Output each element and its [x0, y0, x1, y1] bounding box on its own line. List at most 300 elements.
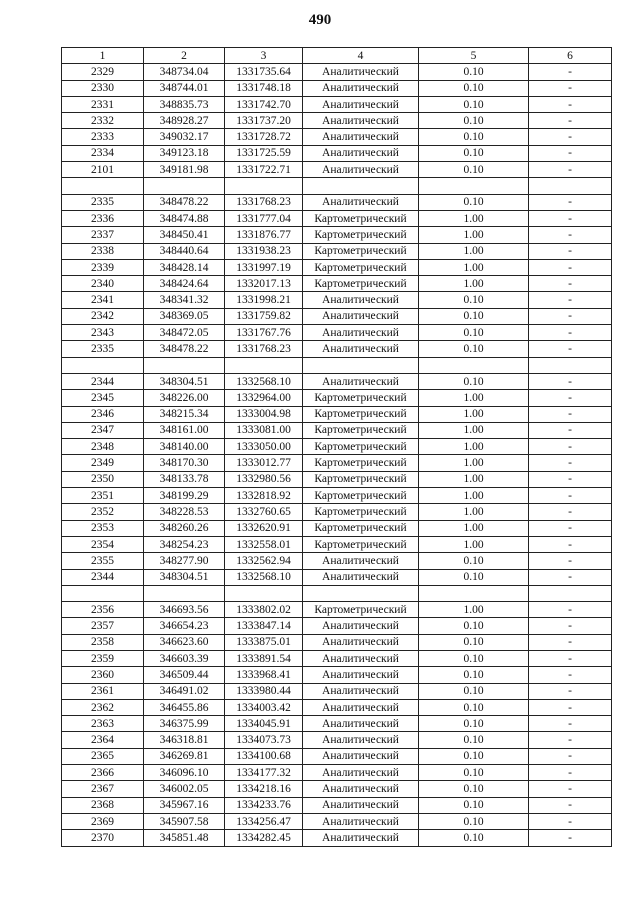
table-cell: 1334256.47: [225, 813, 303, 829]
table-row: [62, 113, 612, 129]
table-cell: 1.00: [419, 520, 529, 536]
table-cell: [62, 585, 144, 601]
table-cell: 1331748.18: [225, 80, 303, 96]
table-cell: 2361: [62, 683, 144, 699]
table-cell: 348835.73: [144, 96, 225, 112]
table-cell: 0.10: [419, 748, 529, 764]
table-cell: 348472.05: [144, 325, 225, 341]
table-cell: -: [529, 276, 612, 292]
table-cell: 2345: [62, 390, 144, 406]
column-header: 6: [529, 48, 612, 64]
table-cell: 348474.88: [144, 210, 225, 226]
table-cell: 1334073.73: [225, 732, 303, 748]
table-cell: Аналитический: [303, 797, 419, 813]
table-cell: 346603.39: [144, 650, 225, 666]
table-row: [62, 439, 612, 455]
table-cell: 2342: [62, 308, 144, 324]
table-cell: -: [529, 243, 612, 259]
table-cell: 348928.27: [144, 113, 225, 129]
table-cell: 348424.64: [144, 276, 225, 292]
table-cell: Картометрический: [303, 488, 419, 504]
table-cell: 2353: [62, 520, 144, 536]
table-cell: -: [529, 406, 612, 422]
table-cell: 2363: [62, 716, 144, 732]
table-cell: 1.00: [419, 259, 529, 275]
table-cell: [225, 178, 303, 194]
table-cell: [419, 178, 529, 194]
table-cell: 1333891.54: [225, 650, 303, 666]
table-cell: Картометрический: [303, 422, 419, 438]
table-cell: 1331722.71: [225, 162, 303, 178]
table-cell: 1.00: [419, 536, 529, 552]
table-cell: -: [529, 618, 612, 634]
table-cell: Картометрический: [303, 536, 419, 552]
table-row: [62, 488, 612, 504]
table-row: [62, 813, 612, 829]
table-cell: -: [529, 162, 612, 178]
table-cell: -: [529, 520, 612, 536]
table-cell: 348304.51: [144, 569, 225, 585]
table-row: [62, 830, 612, 846]
table-cell: 1331938.23: [225, 243, 303, 259]
table-cell: 346455.86: [144, 699, 225, 715]
table-cell: 346002.05: [144, 781, 225, 797]
table-cell: 1331767.76: [225, 325, 303, 341]
table-cell: 348478.22: [144, 341, 225, 357]
table-cell: Аналитический: [303, 308, 419, 324]
table-cell: 2101: [62, 162, 144, 178]
table-cell: -: [529, 373, 612, 389]
table-cell: 348260.26: [144, 520, 225, 536]
table-cell: 1331768.23: [225, 194, 303, 210]
table-cell: 348161.00: [144, 422, 225, 438]
table-cell: 2354: [62, 536, 144, 552]
table-cell: Аналитический: [303, 569, 419, 585]
table-cell: 1.00: [419, 390, 529, 406]
table-row: [62, 602, 612, 618]
table-cell: 2344: [62, 569, 144, 585]
table-cell: Аналитический: [303, 781, 419, 797]
table-cell: Аналитический: [303, 292, 419, 308]
table-cell: 2339: [62, 259, 144, 275]
table-cell: Аналитический: [303, 162, 419, 178]
table-cell: 1334177.32: [225, 765, 303, 781]
table-cell: 1332562.94: [225, 553, 303, 569]
table-cell: Аналитический: [303, 699, 419, 715]
table-cell: -: [529, 64, 612, 80]
table-cell: 1332017.13: [225, 276, 303, 292]
table-cell: 0.10: [419, 162, 529, 178]
table-cell: -: [529, 732, 612, 748]
table-cell: [144, 357, 225, 373]
table-cell: -: [529, 602, 612, 618]
table-cell: Аналитический: [303, 129, 419, 145]
table-cell: 0.10: [419, 634, 529, 650]
table-cell: Картометрический: [303, 455, 419, 471]
table-cell: 1334233.76: [225, 797, 303, 813]
table-cell: 2343: [62, 325, 144, 341]
table-row: [62, 765, 612, 781]
table-row: [62, 145, 612, 161]
table-cell: 1333050.00: [225, 439, 303, 455]
table-cell: 2367: [62, 781, 144, 797]
table-cell: 348369.05: [144, 308, 225, 324]
table-cell: Картометрический: [303, 390, 419, 406]
table-cell: -: [529, 536, 612, 552]
table-cell: -: [529, 96, 612, 112]
table-cell: 0.10: [419, 618, 529, 634]
table-cell: 0.10: [419, 145, 529, 161]
table-cell: 1.00: [419, 488, 529, 504]
table-cell: [303, 178, 419, 194]
table-cell: -: [529, 292, 612, 308]
column-header: 5: [419, 48, 529, 64]
table-row: [62, 797, 612, 813]
table-cell: Аналитический: [303, 813, 419, 829]
table-cell: -: [529, 765, 612, 781]
table-cell: 2336: [62, 210, 144, 226]
table-cell: -: [529, 145, 612, 161]
table-cell: 1.00: [419, 439, 529, 455]
table-cell: -: [529, 308, 612, 324]
table-cell: 2338: [62, 243, 144, 259]
table-cell: 2329: [62, 64, 144, 80]
table-cell: 2337: [62, 227, 144, 243]
table-row: [62, 129, 612, 145]
table-cell: 345907.58: [144, 813, 225, 829]
table-cell: 1334282.45: [225, 830, 303, 846]
table-cell: 1331728.72: [225, 129, 303, 145]
table-cell: 1333968.41: [225, 667, 303, 683]
table-cell: 0.10: [419, 813, 529, 829]
table-cell: Аналитический: [303, 96, 419, 112]
table-cell: 0.10: [419, 830, 529, 846]
table-cell: -: [529, 113, 612, 129]
table-cell: 348450.41: [144, 227, 225, 243]
table-cell: 1.00: [419, 210, 529, 226]
table-cell: 2368: [62, 797, 144, 813]
table-cell: 2358: [62, 634, 144, 650]
table-row: [62, 422, 612, 438]
table-cell: Аналитический: [303, 341, 419, 357]
table-cell: [62, 357, 144, 373]
table-cell: 1.00: [419, 227, 529, 243]
table-cell: 1331759.82: [225, 308, 303, 324]
table-cell: 1331725.59: [225, 145, 303, 161]
table-cell: 1332568.10: [225, 569, 303, 585]
table-cell: 2334: [62, 145, 144, 161]
table-cell: 349032.17: [144, 129, 225, 145]
table-cell: Картометрический: [303, 439, 419, 455]
coordinates-table: [61, 47, 612, 847]
table-cell: -: [529, 667, 612, 683]
table-cell: -: [529, 471, 612, 487]
table-row: [62, 325, 612, 341]
table-row: [62, 667, 612, 683]
table-cell: Аналитический: [303, 553, 419, 569]
table-cell: 2366: [62, 765, 144, 781]
table-cell: 1333802.02: [225, 602, 303, 618]
table-cell: 1332558.01: [225, 536, 303, 552]
table-cell: 348228.53: [144, 504, 225, 520]
table-row: [62, 683, 612, 699]
table-cell: 0.10: [419, 732, 529, 748]
table-cell: 1331998.21: [225, 292, 303, 308]
table-cell: 348440.64: [144, 243, 225, 259]
table-cell: [419, 357, 529, 373]
table-cell: 348428.14: [144, 259, 225, 275]
table-row: [62, 585, 612, 601]
table-cell: [303, 357, 419, 373]
table-cell: 348215.34: [144, 406, 225, 422]
table-cell: 0.10: [419, 683, 529, 699]
table-cell: 0.10: [419, 308, 529, 324]
column-header: 3: [225, 48, 303, 64]
table-cell: -: [529, 259, 612, 275]
table-cell: 2360: [62, 667, 144, 683]
table-cell: 348133.78: [144, 471, 225, 487]
table-cell: -: [529, 194, 612, 210]
table-cell: 2350: [62, 471, 144, 487]
table-cell: 348744.01: [144, 80, 225, 96]
table-cell: -: [529, 553, 612, 569]
table-header-row: [62, 48, 612, 64]
table-row: [62, 520, 612, 536]
table-cell: Аналитический: [303, 634, 419, 650]
table-cell: 1333875.01: [225, 634, 303, 650]
table-cell: -: [529, 80, 612, 96]
table-row: [62, 634, 612, 650]
table-row: [62, 96, 612, 112]
table-cell: 2332: [62, 113, 144, 129]
table-cell: 346375.99: [144, 716, 225, 732]
table-cell: -: [529, 422, 612, 438]
table-cell: 348478.22: [144, 194, 225, 210]
table-cell: 346654.23: [144, 618, 225, 634]
table-cell: -: [529, 210, 612, 226]
table-cell: 1332568.10: [225, 373, 303, 389]
table-cell: 1334218.16: [225, 781, 303, 797]
table-cell: 1331876.77: [225, 227, 303, 243]
table-cell: 1333847.14: [225, 618, 303, 634]
table-cell: Аналитический: [303, 732, 419, 748]
table-cell: 2347: [62, 422, 144, 438]
table-cell: 0.10: [419, 325, 529, 341]
table-cell: Картометрический: [303, 504, 419, 520]
table-cell: 2364: [62, 732, 144, 748]
table-cell: 2362: [62, 699, 144, 715]
table-cell: Картометрический: [303, 471, 419, 487]
table-cell: 1331735.64: [225, 64, 303, 80]
table-cell: 0.10: [419, 194, 529, 210]
table-cell: 345851.48: [144, 830, 225, 846]
table-row: [62, 210, 612, 226]
table-row: [62, 276, 612, 292]
table-cell: 1.00: [419, 455, 529, 471]
table-cell: -: [529, 813, 612, 829]
table-cell: -: [529, 748, 612, 764]
table-cell: [303, 585, 419, 601]
table-row: [62, 194, 612, 210]
table-cell: [62, 178, 144, 194]
table-cell: Аналитический: [303, 80, 419, 96]
table-row: [62, 243, 612, 259]
table-cell: 2352: [62, 504, 144, 520]
table-row: [62, 341, 612, 357]
table-cell: 348199.29: [144, 488, 225, 504]
table-cell: 2348: [62, 439, 144, 455]
table-cell: 2355: [62, 553, 144, 569]
table-cell: [529, 585, 612, 601]
table-cell: 349181.98: [144, 162, 225, 178]
table-cell: 1.00: [419, 406, 529, 422]
column-header: 4: [303, 48, 419, 64]
table-cell: 346623.60: [144, 634, 225, 650]
table-cell: 1332818.92: [225, 488, 303, 504]
table-row: [62, 64, 612, 80]
table-cell: 1.00: [419, 471, 529, 487]
table-row: [62, 732, 612, 748]
table-row: [62, 227, 612, 243]
table-cell: 2330: [62, 80, 144, 96]
table-cell: 348304.51: [144, 373, 225, 389]
table-cell: 1334003.42: [225, 699, 303, 715]
table-row: [62, 178, 612, 194]
table-cell: Аналитический: [303, 64, 419, 80]
table-cell: 2344: [62, 373, 144, 389]
table-cell: -: [529, 504, 612, 520]
table-cell: 0.10: [419, 650, 529, 666]
table-cell: 2349: [62, 455, 144, 471]
table-cell: Аналитический: [303, 194, 419, 210]
table-cell: 0.10: [419, 341, 529, 357]
table-cell: 1333081.00: [225, 422, 303, 438]
table-cell: Картометрический: [303, 210, 419, 226]
table-cell: Аналитический: [303, 765, 419, 781]
table-row: [62, 781, 612, 797]
table-cell: -: [529, 227, 612, 243]
table-cell: Аналитический: [303, 145, 419, 161]
table-cell: -: [529, 716, 612, 732]
table-cell: 348254.23: [144, 536, 225, 552]
table-cell: 0.10: [419, 781, 529, 797]
table-cell: Аналитический: [303, 650, 419, 666]
table-row: [62, 650, 612, 666]
table-cell: 1.00: [419, 276, 529, 292]
table-cell: Картометрический: [303, 227, 419, 243]
table-cell: -: [529, 341, 612, 357]
table-cell: 345967.16: [144, 797, 225, 813]
table-cell: 0.10: [419, 765, 529, 781]
table-cell: -: [529, 455, 612, 471]
table-cell: Аналитический: [303, 830, 419, 846]
table-row: [62, 618, 612, 634]
table-cell: 0.10: [419, 96, 529, 112]
table-cell: -: [529, 634, 612, 650]
table-cell: -: [529, 325, 612, 341]
table-cell: 1332980.56: [225, 471, 303, 487]
table-row: [62, 504, 612, 520]
table-row: [62, 455, 612, 471]
table-cell: 348170.30: [144, 455, 225, 471]
table-cell: [529, 178, 612, 194]
table-cell: 2359: [62, 650, 144, 666]
table-row: [62, 748, 612, 764]
table-cell: Аналитический: [303, 373, 419, 389]
table-cell: 349123.18: [144, 145, 225, 161]
table-cell: 0.10: [419, 667, 529, 683]
table-cell: 2346: [62, 406, 144, 422]
table-cell: 1331997.19: [225, 259, 303, 275]
table-cell: Аналитический: [303, 716, 419, 732]
table-row: [62, 308, 612, 324]
table-cell: [144, 585, 225, 601]
table-row: [62, 357, 612, 373]
table-cell: 1333012.77: [225, 455, 303, 471]
table-row: [62, 292, 612, 308]
table-cell: 1332620.91: [225, 520, 303, 536]
table-cell: 2335: [62, 341, 144, 357]
table-cell: 2335: [62, 194, 144, 210]
table-cell: 1333980.44: [225, 683, 303, 699]
table-cell: -: [529, 129, 612, 145]
table-cell: Аналитический: [303, 683, 419, 699]
table-cell: 348226.00: [144, 390, 225, 406]
table-cell: Картометрический: [303, 520, 419, 536]
table-row: [62, 390, 612, 406]
table-cell: 0.10: [419, 129, 529, 145]
table-cell: -: [529, 683, 612, 699]
table-cell: Аналитический: [303, 113, 419, 129]
table-cell: 1.00: [419, 243, 529, 259]
table-cell: -: [529, 699, 612, 715]
table-cell: -: [529, 830, 612, 846]
table-cell: 0.10: [419, 373, 529, 389]
table-cell: Аналитический: [303, 325, 419, 341]
table-cell: 346509.44: [144, 667, 225, 683]
table-cell: -: [529, 781, 612, 797]
table-cell: 2351: [62, 488, 144, 504]
table-cell: 346491.02: [144, 683, 225, 699]
table-cell: 348140.00: [144, 439, 225, 455]
table-cell: 1331777.04: [225, 210, 303, 226]
table-cell: 1331742.70: [225, 96, 303, 112]
table-cell: 1331737.20: [225, 113, 303, 129]
table-row: [62, 373, 612, 389]
table-cell: Картометрический: [303, 243, 419, 259]
table-cell: 1332760.65: [225, 504, 303, 520]
table-cell: 0.10: [419, 80, 529, 96]
table-cell: 1.00: [419, 504, 529, 520]
table-row: [62, 471, 612, 487]
table-cell: 2357: [62, 618, 144, 634]
table-cell: 0.10: [419, 64, 529, 80]
table-cell: 2370: [62, 830, 144, 846]
table-row: [62, 716, 612, 732]
table-cell: Аналитический: [303, 748, 419, 764]
table-cell: Аналитический: [303, 667, 419, 683]
table-row: [62, 569, 612, 585]
table-cell: 0.10: [419, 292, 529, 308]
table-cell: 346269.81: [144, 748, 225, 764]
table-cell: 0.10: [419, 113, 529, 129]
table-cell: 0.10: [419, 699, 529, 715]
table-cell: 2365: [62, 748, 144, 764]
table-cell: 0.10: [419, 716, 529, 732]
table-cell: [225, 357, 303, 373]
table-cell: -: [529, 439, 612, 455]
column-header: 1: [62, 48, 144, 64]
